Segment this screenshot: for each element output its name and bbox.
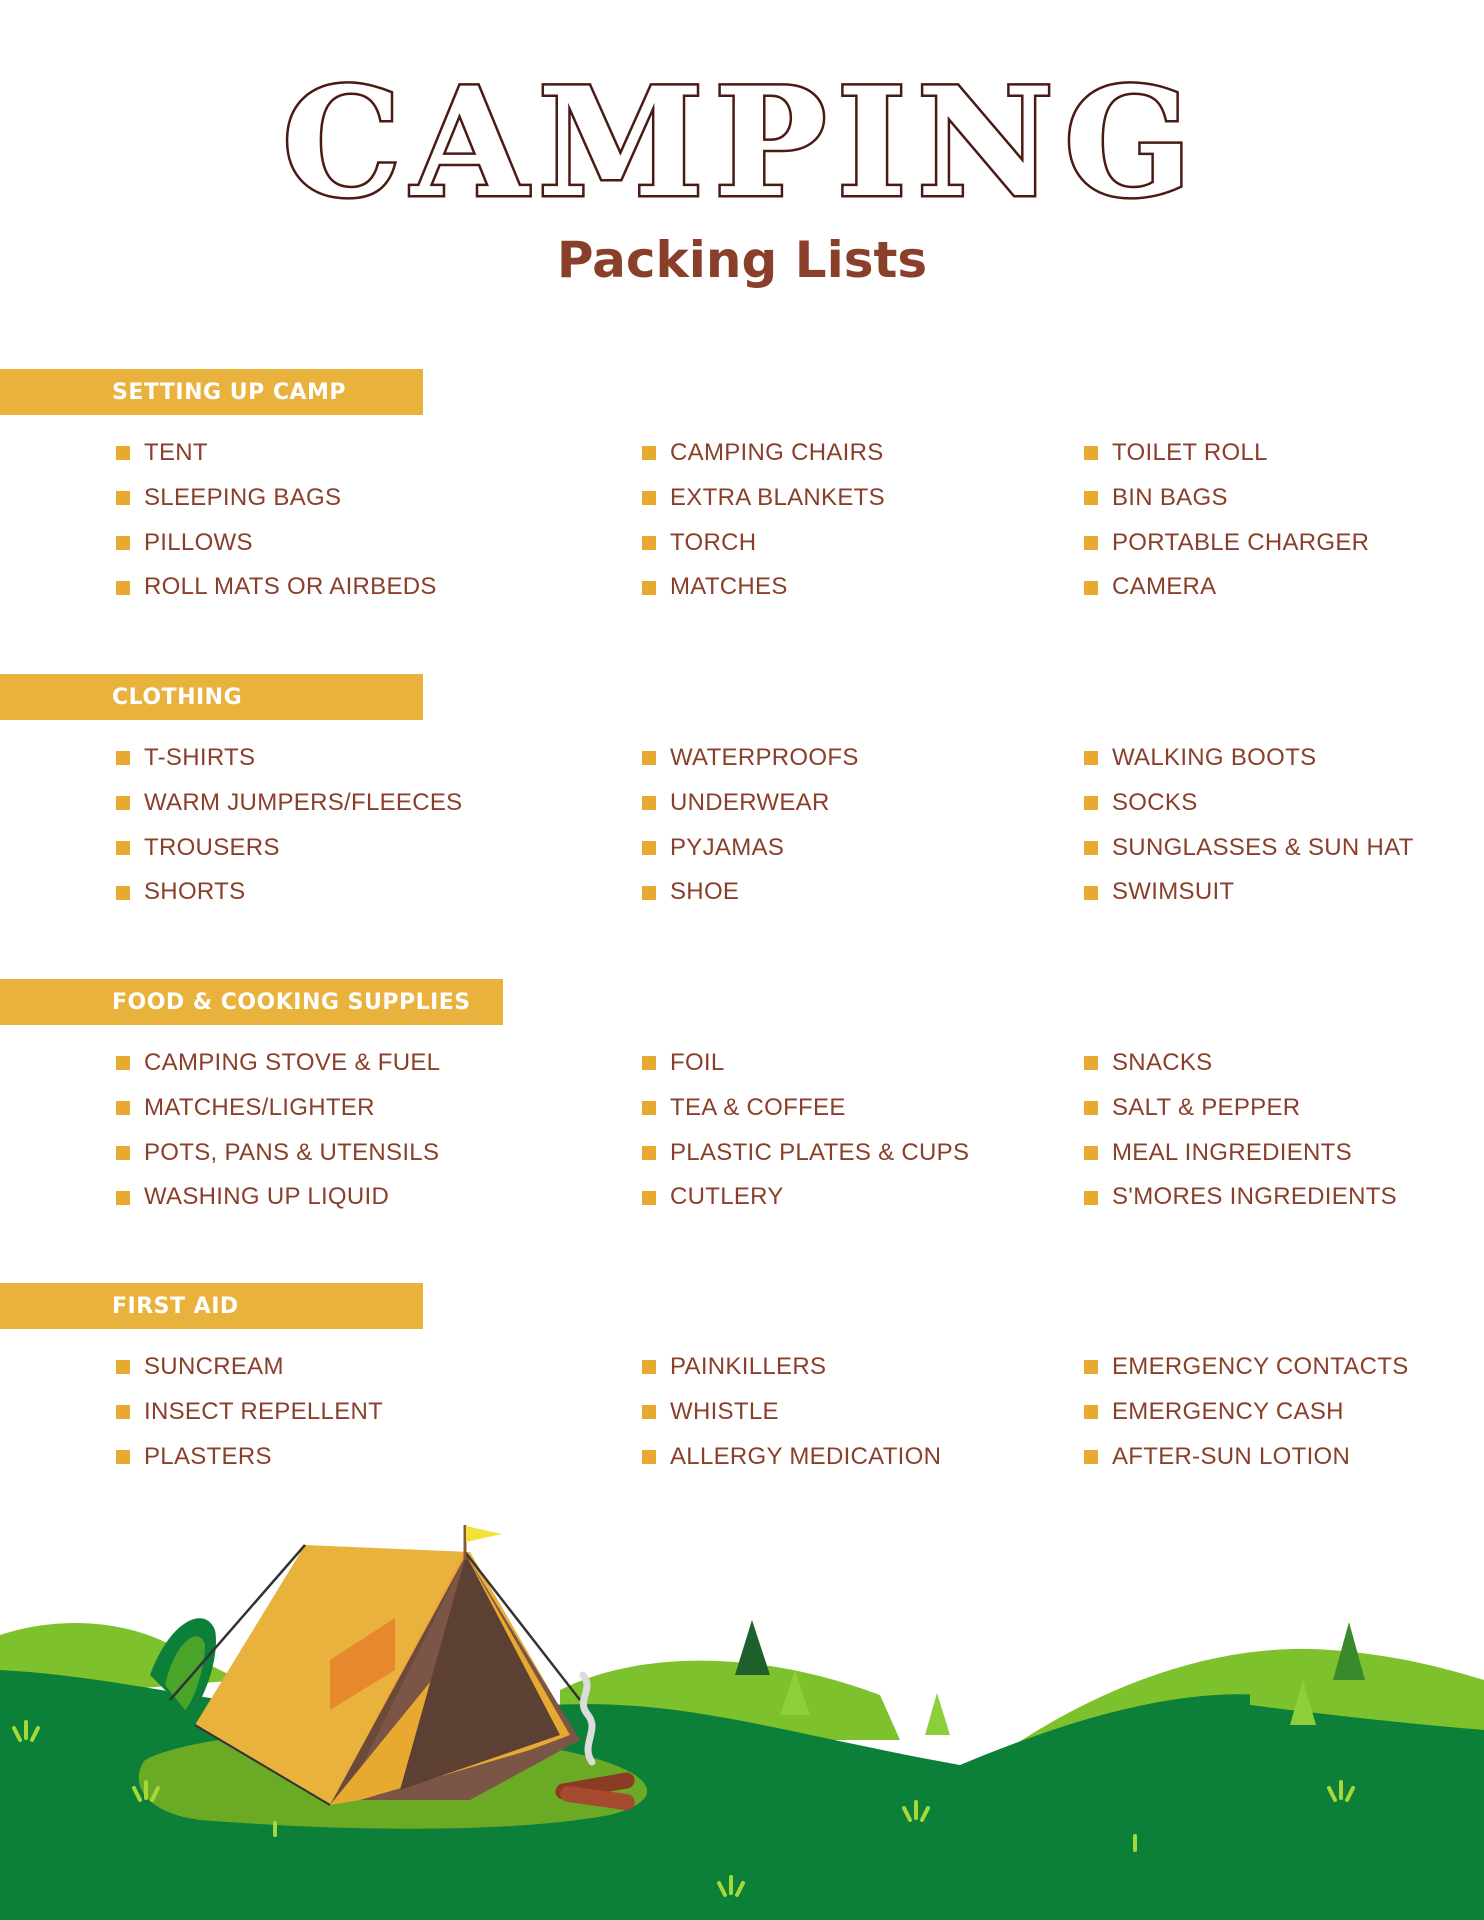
list-item [1084,1086,1397,1131]
item-column [116,736,462,915]
list-item [642,826,859,871]
bullet-square-icon [1084,1101,1098,1115]
page-title: CAMPING [282,55,1202,231]
list-item [116,476,437,521]
item-label: PLASTIC PLATES & CUPS [670,1138,970,1166]
item-column [642,431,885,610]
item-label: SUNCREAM [144,1353,284,1380]
item-label: PAINKILLERS [670,1353,827,1380]
bullet-square-icon [116,1191,130,1205]
bullet-square-icon [642,886,656,900]
item-label: WALKING BOOTS [1112,744,1317,771]
list-item [1084,1041,1397,1086]
item-label: SUNGLASSES & SUN HAT [1112,833,1414,861]
list-item [1084,736,1414,781]
item-label: INSECT REPELLENT [144,1397,384,1425]
bullet-square-icon [642,446,656,460]
list-item [642,521,885,566]
list-item [116,1390,383,1435]
list-item [116,431,437,476]
item-label: BIN BAGS [1112,483,1228,511]
bullet-square-icon [1084,491,1098,505]
item-label: TEA & COFFEE [670,1093,846,1121]
item-label: PLASTERS [144,1442,272,1470]
list-item [116,1175,440,1220]
bullet-square-icon [642,536,656,550]
item-label: TORCH [670,528,757,556]
bullet-square-icon [116,1450,130,1464]
list-item [642,1390,941,1435]
item-column [116,431,437,610]
bullet-square-icon [642,1101,656,1115]
bullet-square-icon [116,1360,130,1374]
item-label: ROLL MATS OR AIRBEDS [144,573,437,601]
item-label: EXTRA BLANKETS [670,483,885,511]
item-label: MEAL INGREDIENTS [1112,1138,1352,1166]
bullet-square-icon [1084,1056,1098,1070]
bullet-square-icon [642,1191,656,1205]
item-column [642,1041,969,1220]
item-column [1084,1345,1409,1479]
list-item [642,1131,969,1176]
item-column [642,1345,941,1479]
bullet-square-icon [642,1360,656,1374]
bullet-square-icon [642,841,656,855]
bullet-square-icon [116,796,130,810]
section-title: SETTING UP CAMP [112,380,347,405]
bullet-square-icon [642,1405,656,1419]
bullet-square-icon [642,1450,656,1464]
item-label: SWIMSUIT [1112,878,1235,906]
list-item [116,1131,440,1176]
list-item [116,870,462,915]
item-label: SALT & PEPPER [1112,1093,1301,1121]
bullet-square-icon [116,1056,130,1070]
list-item [1084,521,1369,566]
item-label: T-SHIRTS [144,744,256,771]
item-column [1084,1041,1397,1220]
bullet-square-icon [1084,1146,1098,1160]
item-column [116,1345,383,1479]
bullet-square-icon [116,886,130,900]
bullet-square-icon [116,446,130,460]
list-item [1084,1345,1409,1390]
item-label: FOIL [670,1049,725,1076]
item-label: WATERPROOFS [670,744,859,771]
list-item [1084,1175,1397,1220]
section-title: FOOD & COOKING SUPPLIES [112,990,471,1015]
list-item [1084,870,1414,915]
item-label: EMERGENCY CONTACTS [1112,1353,1409,1380]
list-item [1084,826,1414,871]
item-label: S'MORES INGREDIENTS [1112,1183,1397,1211]
bullet-square-icon [1084,1191,1098,1205]
bullet-square-icon [1084,841,1098,855]
item-label: CAMERA [1112,573,1217,601]
bullet-square-icon [1084,1450,1098,1464]
list-item [642,1041,969,1086]
bullet-square-icon [116,536,130,550]
list-item [116,565,437,610]
list-item [1084,565,1369,610]
bullet-square-icon [116,581,130,595]
camping-scene [0,1500,1484,1920]
list-item [642,476,885,521]
item-label: SOCKS [1112,788,1198,816]
section-title: FIRST AID [112,1294,239,1319]
item-label: TROUSERS [144,833,280,861]
bullet-square-icon [642,751,656,765]
bullet-square-icon [1084,1405,1098,1419]
list-item [1084,431,1369,476]
item-label: WARM JUMPERS/FLEECES [144,788,463,816]
section-title: CLOTHING [112,685,243,710]
list-item [642,736,859,781]
item-label: MATCHES [670,573,788,601]
item-label: TOILET ROLL [1112,439,1268,466]
bullet-square-icon [1084,751,1098,765]
list-item [1084,781,1414,826]
page-subtitle: Packing Lists [556,231,928,289]
list-item [116,781,462,826]
item-label: UNDERWEAR [670,788,830,816]
bullet-square-icon [642,1056,656,1070]
list-item [116,736,462,781]
list-item [1084,1390,1409,1435]
bullet-square-icon [116,1405,130,1419]
item-label: TENT [144,439,208,466]
list-item [1084,1131,1397,1176]
bullet-square-icon [642,581,656,595]
list-item [642,1435,941,1480]
list-item [116,1041,440,1086]
item-label: SNACKS [1112,1049,1213,1076]
bullet-square-icon [642,491,656,505]
list-item [642,565,885,610]
item-label: CAMPING CHAIRS [670,439,884,466]
bullet-square-icon [1084,581,1098,595]
item-column [1084,431,1369,610]
bullet-square-icon [116,1146,130,1160]
list-item [1084,1435,1409,1480]
bullet-square-icon [1084,536,1098,550]
list-item [642,1086,969,1131]
bullet-square-icon [116,841,130,855]
list-item [116,826,462,871]
list-item [1084,476,1369,521]
item-label: WHISTLE [670,1397,779,1425]
bullet-square-icon [1084,886,1098,900]
list-item [116,1345,383,1390]
item-label: ALLERGY MEDICATION [670,1442,942,1470]
bullet-square-icon [642,796,656,810]
item-label: AFTER-SUN LOTION [1112,1442,1351,1470]
item-label: EMERGENCY CASH [1112,1397,1344,1425]
item-label: SLEEPING BAGS [144,483,342,511]
item-label: PORTABLE CHARGER [1112,528,1370,556]
item-label: CUTLERY [670,1183,784,1211]
item-label: PYJAMAS [670,833,785,861]
list-item [642,781,859,826]
item-label: CAMPING STOVE & FUEL [144,1049,441,1076]
item-label: SHOE [670,878,740,906]
item-label: SHORTS [144,878,246,906]
list-item [116,1086,440,1131]
item-column [1084,736,1414,915]
item-label: MATCHES/LIGHTER [144,1093,375,1121]
list-item [642,1175,969,1220]
list-item [642,870,859,915]
list-item [116,521,437,566]
bullet-square-icon [642,1146,656,1160]
bullet-square-icon [1084,796,1098,810]
item-label: WASHING UP LIQUID [144,1183,390,1211]
item-label: POTS, PANS & UTENSILS [144,1138,440,1166]
bullet-square-icon [116,751,130,765]
bullet-square-icon [1084,446,1098,460]
list-item [116,1435,383,1480]
list-item [642,431,885,476]
item-column [642,736,859,915]
item-label: PILLOWS [144,528,253,556]
bullet-square-icon [1084,1360,1098,1374]
bullet-square-icon [116,1101,130,1115]
item-column [116,1041,440,1220]
bullet-square-icon [116,491,130,505]
list-item [642,1345,941,1390]
